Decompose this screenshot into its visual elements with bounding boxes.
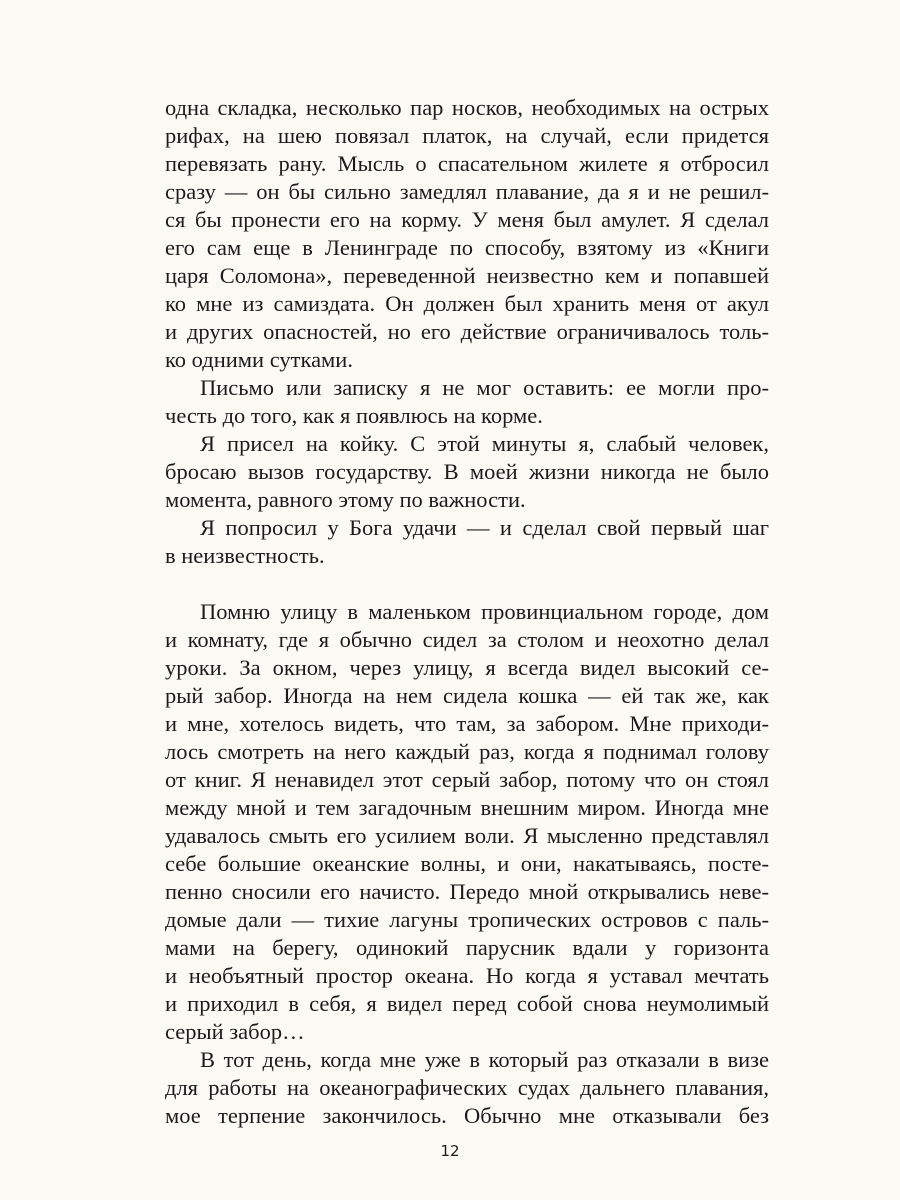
- text-line: Письмо или записку я не мог оставить: ее могли про-: [200, 375, 769, 400]
- text-line: себе большие океанские волны, и они, накатываясь, посте-: [165, 851, 769, 876]
- text-line: от книг. Я ненавидел этот серый забор, потому что он стоял: [165, 767, 769, 792]
- text-line: и комнату, где я обычно сидел за столом и неохотно делал: [165, 627, 769, 652]
- text-line: Я попросил у Бога удачи — и сделал свой первый шаг: [200, 515, 769, 540]
- text-line: и необъятный простор океана. Но когда я уставал мечтать: [165, 963, 769, 988]
- text-line: его сам еще в Ленинграде по способу, взятому из «Книги: [165, 235, 769, 260]
- text-line: лось смотреть на него каждый раз, когда я поднимал голову: [165, 739, 769, 764]
- text-line: рифах, на шею повязал платок, на случай, если придется: [165, 123, 769, 148]
- page-number: 12: [440, 1142, 460, 1160]
- text-line: бросаю вызов государству. В моей жизни никогда не было: [165, 459, 769, 484]
- text-line: ся бы пронести его на корму. У меня был амулет. Я сделал: [165, 207, 769, 232]
- text-line: честь до того, как я появлюсь на корме.: [165, 403, 543, 428]
- text-line: В тот день, когда мне уже в который раз отказали в визе: [200, 1047, 769, 1072]
- text-line: перевязать рану. Мысль о спасательном жилете я отбросил: [165, 151, 769, 176]
- text-line: сразу — он бы сильно замедлял плавание, да я и не решил-: [165, 179, 769, 204]
- text-line: в неизвестность.: [165, 543, 325, 568]
- text-line: уроки. За окном, через улицу, я всегда видел высокий се-: [165, 655, 769, 680]
- text-line: между мной и тем загадочным внешним миром. Иногда мне: [165, 795, 769, 820]
- text-line: пенно сносили его начисто. Передо мной открывались неве-: [165, 879, 769, 904]
- text-line: момента, равного этому по важности.: [165, 487, 526, 512]
- text-line: и приходил в себя, я видел перед собой снова неумолимый: [165, 991, 769, 1016]
- text-line: рый забор. Иногда на нем сидела кошка — ей так же, как: [165, 683, 769, 708]
- text-line: серый забор…: [165, 1019, 305, 1044]
- text-line: мое терпение закончилось. Обычно мне отказывали без: [165, 1103, 769, 1128]
- text-line: для работы на океанографических судах дальнего плавания,: [165, 1075, 769, 1100]
- text-line: ко одними сутками.: [165, 347, 353, 372]
- text-line: и других опасностей, но его действие ограничивалось толь-: [165, 319, 769, 344]
- text-line: царя Соломона», переведенной неизвестно кем и попавшей: [165, 263, 769, 288]
- text-line: домые дали — тихие лагуны тропических островов с паль-: [165, 907, 769, 932]
- text-line: мами на берегу, одинокий парусник вдали у горизонта: [165, 935, 769, 960]
- text-line: и мне, хотелось видеть, что там, за забором. Мне приходи-: [165, 711, 769, 736]
- text-line: одна складка, несколько пар носков, необходимых на острых: [165, 95, 769, 120]
- text-line: Помню улицу в маленьком провинциальном городе, дом: [200, 599, 769, 624]
- text-line: ко мне из самиздата. Он должен был хранить меня от акул: [165, 291, 769, 316]
- text-line: удавалось смыть его усилием воли. Я мысленно представлял: [165, 823, 769, 848]
- text-line: Я присел на койку. С этой минуты я, слабый человек,: [200, 431, 769, 456]
